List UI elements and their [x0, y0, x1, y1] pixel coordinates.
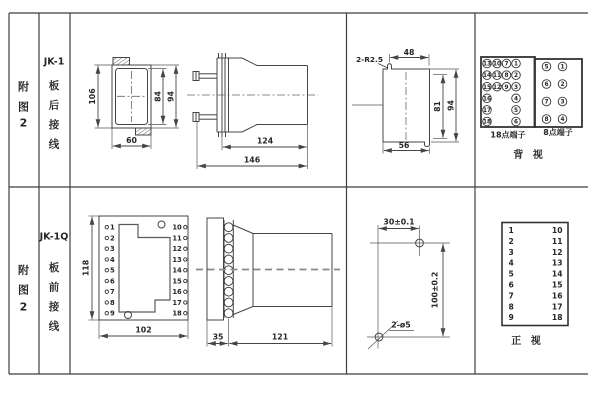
terminal-number: 13 — [172, 255, 182, 264]
terminal-number: 14 — [172, 266, 182, 275]
terminal-number: 2 — [508, 236, 514, 246]
row1-figure-label — [18, 80, 29, 130]
terminal-number: 3 — [508, 247, 514, 257]
terminal-number: 7 — [504, 61, 509, 68]
wiring-type-char: 板 — [48, 262, 60, 274]
list-left-column — [509, 226, 514, 322]
dim-label-84: 84 — [153, 91, 163, 102]
dim-label-56: 56 — [398, 141, 410, 150]
terminal-number: 8 — [544, 117, 549, 124]
terminal-number: 15 — [172, 277, 182, 286]
terminal18-caption: 18点端子 — [490, 130, 526, 140]
terminal-number: 4 — [513, 96, 519, 103]
terminal-number: 12 — [492, 84, 502, 91]
terminal-number: 9 — [504, 84, 509, 91]
wiring-type-char: 接 — [48, 301, 60, 313]
terminal-number: 11 — [551, 236, 563, 246]
terminal-number: 10 — [551, 226, 563, 235]
terminal-number: 2 — [110, 234, 115, 243]
terminal-number: 4 — [560, 117, 565, 124]
terminal-number: 17 — [482, 108, 492, 114]
terminal-circles-8 — [542, 62, 567, 123]
figure-label-char: 2 — [19, 116, 28, 130]
terminal-number: 11 — [172, 234, 182, 243]
list-right-column — [552, 226, 563, 322]
figure-label-char: 附 — [18, 264, 29, 277]
terminal-number: 13 — [482, 61, 492, 68]
terminal-number: 12 — [172, 245, 182, 253]
figure-label-char: 图 — [18, 100, 29, 114]
row2-terminal-list — [502, 223, 568, 348]
wiring-type-char: 后 — [48, 99, 60, 112]
mounting-hole-top — [158, 221, 165, 228]
terminal-number: 7 — [110, 288, 115, 296]
terminal-number: 3 — [513, 84, 519, 91]
terminal-number: 5 — [508, 269, 514, 279]
terminal-number: 7 — [544, 99, 549, 106]
terminal-number: 9 — [110, 309, 115, 318]
dim-label-102: 102 — [135, 325, 152, 335]
dim-label-94-cutout: 94 — [446, 100, 456, 111]
terminal-number: 4 — [110, 255, 115, 264]
row1-view-label: 背 视 — [513, 150, 546, 161]
terminal-number: 15 — [551, 280, 563, 290]
terminal-number: 6 — [110, 277, 115, 286]
front-terminals-left — [105, 224, 115, 318]
terminal-number: 1 — [508, 226, 514, 235]
row2-model-label — [39, 232, 69, 333]
dim-label-slot-radius: 2-R2.5 — [356, 55, 383, 64]
dim-label-106: 106 — [88, 88, 97, 105]
wiring-type-char: 板 — [48, 80, 60, 92]
figure-label-char: 附 — [18, 80, 29, 94]
terminal-circles-18 — [483, 59, 521, 126]
terminal-number: 16 — [482, 96, 492, 103]
terminal-number: 6 — [513, 119, 519, 126]
row1-terminal8-block — [535, 59, 583, 137]
terminal-number: 5 — [513, 108, 519, 114]
dim-label-124: 124 — [256, 136, 274, 146]
terminal-number: 14 — [551, 269, 563, 279]
terminal-number: 1 — [513, 61, 519, 68]
terminal-number: 6 — [544, 82, 549, 89]
row2-drill-plan — [367, 218, 450, 350]
terminal-number: 8 — [110, 298, 115, 307]
terminal-screw-bottom — [193, 113, 217, 122]
dim-label-81: 81 — [433, 101, 442, 112]
terminal-number: 5 — [110, 266, 115, 275]
terminal-number: 15 — [482, 84, 492, 91]
dim-label-100: 100±0.2 — [430, 271, 440, 309]
terminal-number: 1 — [110, 223, 115, 232]
figure-label-char: 图 — [18, 283, 29, 297]
row2-side-view — [196, 218, 340, 347]
terminal-number: 1 — [560, 64, 565, 71]
terminal8-caption: 8点端子 — [543, 128, 573, 137]
dim-label-118: 118 — [81, 259, 91, 277]
terminal-number: 2 — [560, 82, 565, 89]
row1-front-view — [88, 58, 179, 150]
dim-label-holes: 2-ø5 — [391, 320, 411, 330]
model-name: JK-1 — [43, 56, 65, 68]
terminal-number: 4 — [508, 258, 514, 268]
dim-label-35: 35 — [212, 332, 224, 342]
figure-label-char: 2 — [19, 300, 28, 314]
terminal-number: 7 — [508, 291, 514, 301]
terminal-number: 9 — [508, 313, 514, 323]
terminal-number: 18 — [551, 313, 563, 323]
dim-label-48: 48 — [403, 48, 415, 57]
row2-front-view — [82, 216, 189, 339]
terminal-number: 16 — [172, 288, 182, 296]
terminal-number: 6 — [508, 280, 514, 290]
terminal-number: 17 — [172, 298, 182, 307]
dim-label-94: 94 — [166, 91, 176, 102]
mounting-tab-bottom — [136, 128, 152, 135]
model-name: JK-1Q — [39, 231, 69, 243]
wiring-type-char: 线 — [48, 320, 60, 333]
terminal-number: 14 — [482, 73, 492, 80]
mounting-tab-top — [113, 58, 130, 66]
terminal-number: 13 — [551, 258, 563, 268]
terminal-number: 12 — [551, 247, 563, 257]
terminal-number: 8 — [508, 302, 514, 312]
wiring-type-char: 线 — [48, 138, 60, 151]
dim-label-146: 146 — [243, 155, 261, 165]
terminal-number: 16 — [551, 291, 563, 301]
row1-model-label — [43, 57, 65, 151]
terminal-screw-top — [193, 72, 217, 81]
terminal-number: 18 — [172, 309, 182, 318]
row2-figure-label — [18, 263, 29, 314]
row1-terminal18-block — [481, 57, 535, 140]
terminal-number: 8 — [504, 73, 509, 80]
terminal-number: 3 — [560, 99, 565, 106]
terminal-number: 2 — [513, 73, 519, 80]
row1-panel-cutout — [352, 48, 459, 154]
terminal-number: 17 — [551, 302, 563, 312]
dim-label-30: 30±0.1 — [383, 217, 415, 227]
terminal-number: 11 — [492, 73, 502, 80]
wiring-type-char: 接 — [48, 119, 60, 131]
terminal-number: 10 — [492, 61, 502, 68]
terminal-number: 10 — [172, 223, 182, 232]
front-terminals-right — [172, 224, 187, 318]
terminal-number: 5 — [544, 64, 549, 71]
row1-side-view — [187, 53, 318, 169]
dim-label-60: 60 — [126, 136, 137, 145]
terminal-number: 3 — [110, 245, 115, 253]
terminal-number: 18 — [482, 119, 492, 126]
wiring-type-char: 前 — [48, 281, 60, 294]
dim-label-121: 121 — [271, 332, 289, 342]
row2-view-label: 正 视 — [511, 336, 544, 347]
